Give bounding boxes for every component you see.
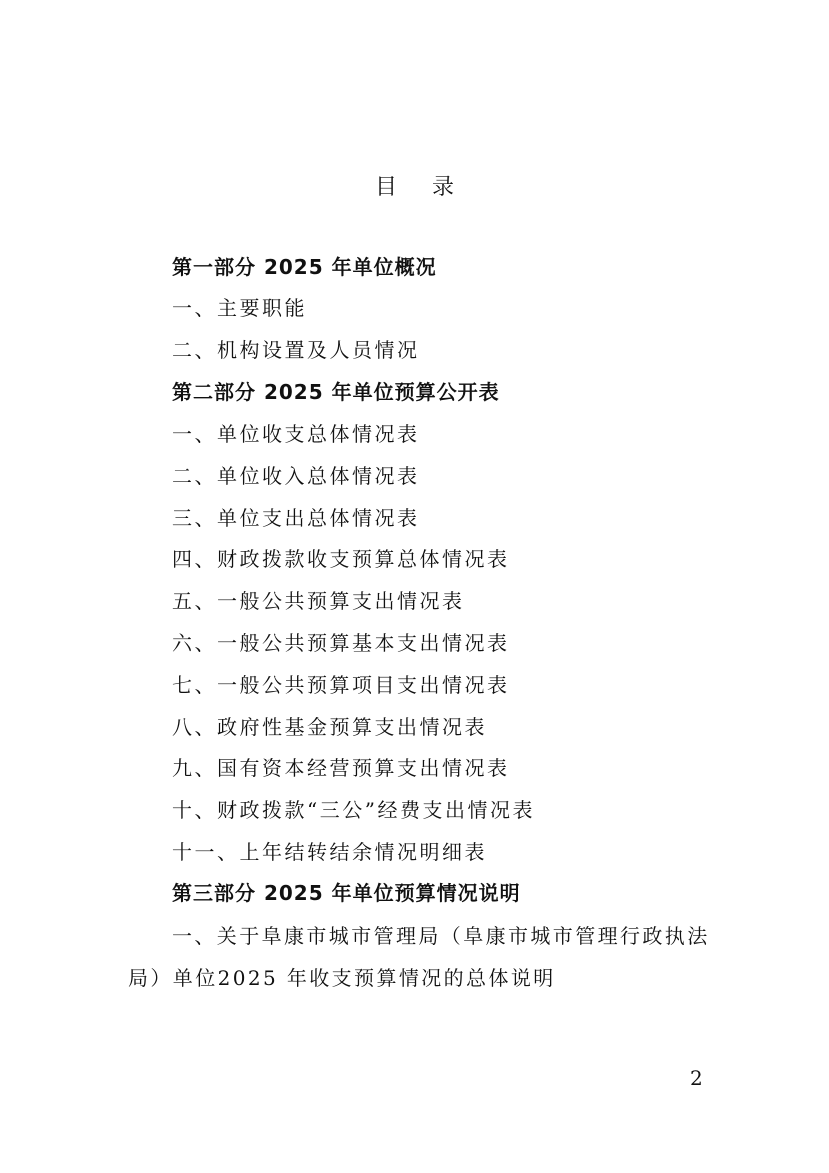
toc-item: 六、一般公共预算基本支出情况表 <box>172 631 510 655</box>
toc-item: 四、财政拨款收支预算总体情况表 <box>172 547 510 571</box>
toc-item: 三、单位支出总体情况表 <box>172 506 420 530</box>
part3-paragraph: 一、关于阜康市城市管理局（阜康市城市管理行政执法局）单位2025 年收支预算情况的总体说明 <box>128 924 710 990</box>
toc-item: 十、财政拨款“三公”经费支出情况表 <box>172 798 535 822</box>
part1-heading: 第一部分 2025 年单位概况 <box>172 255 437 279</box>
part3-heading: 第三部分 2025 年单位预算情况说明 <box>172 881 521 905</box>
toc-item: 九、国有资本经营预算支出情况表 <box>172 756 510 780</box>
toc-title: 目 录 <box>375 175 468 200</box>
toc-item: 七、一般公共预算项目支出情况表 <box>172 673 510 697</box>
toc-item: 二、单位收入总体情况表 <box>172 464 420 488</box>
page-number: 2 <box>690 1066 703 1090</box>
toc-item: 十一、上年结转结余情况明细表 <box>172 840 487 864</box>
part2-heading: 第二部分 2025 年单位预算公开表 <box>172 380 500 404</box>
toc-item: 一、单位收支总体情况表 <box>172 422 420 446</box>
toc-item: 一、主要职能 <box>172 296 307 320</box>
toc-item: 二、机构设置及人员情况 <box>172 338 420 362</box>
toc-item: 五、一般公共预算支出情况表 <box>172 589 465 613</box>
toc-item: 八、政府性基金预算支出情况表 <box>172 715 487 739</box>
